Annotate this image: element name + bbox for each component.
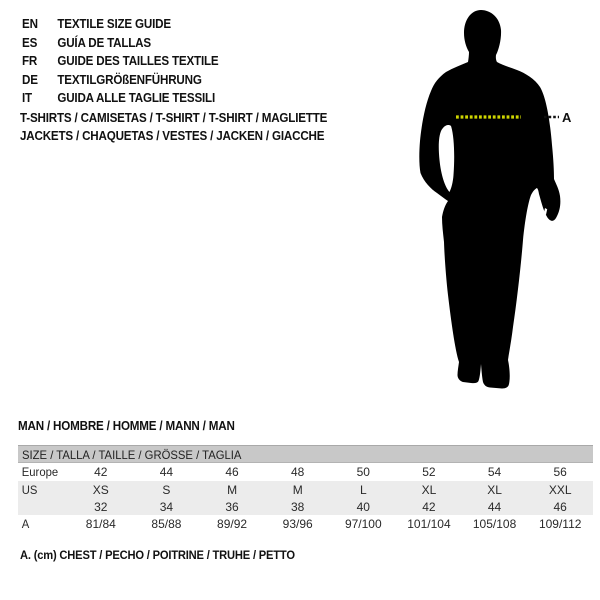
list-item [22,71,218,90]
table-cell: 36 [225,499,239,514]
man-silhouette-body [419,10,560,389]
measurement-footnote: A. (cm) CHEST / PECHO / POITRINE / TRUHE / PETTO [20,548,295,562]
garment-categories [20,110,350,145]
size-table [18,445,593,533]
table-cell: 93/96 [282,517,313,531]
table-cell: 40 [356,499,370,514]
table-cell: 101/104 [407,517,451,531]
table-cell: 97/100 [344,517,382,531]
section-title-man: MAN / HOMBRE / HOMME / MANN / MAN [18,419,235,433]
table-cell: 50 [356,465,370,479]
measurement-label-a: A [562,110,572,125]
table-cell: 48 [291,465,305,479]
language-title: TEXTILE SIZE GUIDE [57,17,171,31]
language-code: FR [22,54,38,68]
table-row-us-numeric [18,498,593,515]
table-cell: M [227,482,238,497]
row-label: US [21,482,38,497]
table-cell: 34 [159,499,174,514]
table-row-chest-a [18,515,593,533]
table-cell: 52 [422,465,436,479]
language-title: GUÍA DE TALLAS [57,35,151,50]
table-cell: 44 [487,499,502,514]
category-line-jackets: JACKETS / CHAQUETAS / VESTES / JACKEN / GIACCHE [20,128,325,143]
man-silhouette [405,5,580,395]
language-list [22,15,233,108]
table-cell: 54 [487,465,502,479]
category-line-tshirts: T-SHIRTS / CAMISETAS / T-SHIRT / T-SHIRT / MAGLIETTE [20,111,328,125]
list-item [22,15,218,34]
list-item [22,52,218,71]
table-cell: 109/112 [538,517,582,531]
table-cell: 42 [422,499,436,514]
language-title: GUIDA ALLE TAGLIE TESSILI [57,91,216,105]
table-cell: 38 [291,499,305,514]
table-row-europe [18,463,593,481]
table-cell: XXL [548,482,572,497]
table-cell: XS [92,482,109,497]
language-code: EN [22,17,38,31]
language-code: IT [22,91,32,105]
table-cell: 44 [159,465,174,479]
size-table-header [18,445,593,463]
table-cell: 85/88 [151,517,182,531]
language-code: ES [22,35,38,50]
table-cell: 105/108 [472,517,517,531]
table-cell: 81/84 [85,517,116,531]
language-code: DE [22,72,38,87]
table-row-us [18,481,593,498]
language-title: TEXTILGRÖßENFÜHRUNG [57,72,202,87]
table-cell: L [359,482,367,497]
row-label: Europe [21,465,59,479]
table-cell: 89/92 [217,517,248,531]
table-cell: 46 [225,465,239,479]
table-cell: M [292,482,303,497]
table-cell: 42 [94,465,108,479]
table-cell: S [162,482,171,497]
man-silhouette-figure [405,5,580,395]
language-title: GUIDE DES TAILLES TEXTILE [57,54,219,68]
size-table-header-label: SIZE / TALLA / TAILLE / GRÖSSE / TAGLIA [22,448,242,462]
list-item [22,34,218,53]
table-cell: 32 [94,499,108,514]
table-cell: XL [487,482,502,497]
list-item [22,89,218,108]
table-cell: 46 [553,499,567,514]
table-cell: 56 [553,465,567,479]
table-cell: XL [421,482,437,497]
row-label: A [21,517,30,531]
